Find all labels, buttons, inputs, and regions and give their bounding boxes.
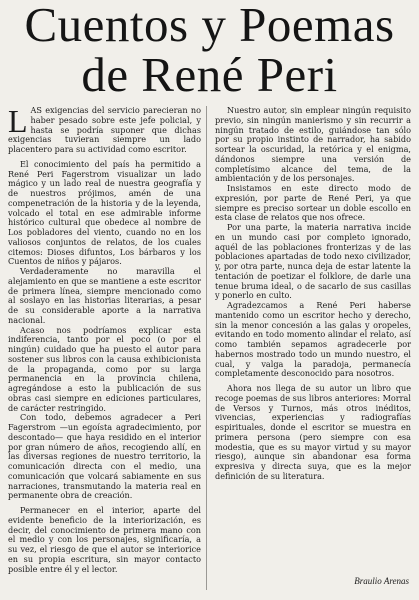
title-line-2: de René Peri [81, 47, 338, 102]
paragraph-5: Con todo, debemos agradecer a Peri Fagerstrom —un egoísta agradecimiento, por descontado— que haya residido en el interior por gran número de años, recogiendo allí, en las diversas regiones de nuestro territorio, la comunicación directa con el medio, una comunicación que volcará sabiamente en sus narraciones, transmutando la materia real en permanente obra de creación. [8, 412, 201, 501]
paragraph-6: Permanecer en el interior, aparte del evidente beneficio de la interiorización, es decir, del conocimiento de primera mano con el medio y con los personajes, significaría, a su vez, el riesgo de que el autor se interiorice en su propia escritura, sin mayor contacto posible entre él y el lector. [8, 505, 201, 574]
paragraph-10: Agradezcamos a René Peri haberse mantenido como un escritor hecho y derecho, sin la menor concesión a las galas y oropeles, evitando en todo momento alindar el relato, así como también sepamos agradecerle por habernos mostrado todo un mundo nuestro, el cual, y valga la paradoja, permanecía completamente desconocido para nosotros. [215, 300, 411, 379]
column-divider [206, 106, 207, 590]
paragraph-2: El conocimiento del país ha permitido a René Peri Fagerstrom visualizar un lado mágico y un lado real de nuestra geografía y de nuestros prójimos, amén de una compenetración de la historia y de la leyenda, volcado el total en ese admirable informe histórico cultural que obedece al nombre de Los pobladores del viento, cuando no en los valiosos conjuntos de relatos, de los cuales citemos: Dioses difuntos, Los bárbaros y los Cuentos de niños y pájaros. [8, 158, 201, 267]
drop-cap: L [8, 103, 28, 139]
paragraph-9: Por una parte, la materia narrativa incide en un mundo casi por completo ignorado, aquél de las poblaciones fronterizas y de las poblaciones apartadas de todo nexo civilizador, y, por otra parte, nunca deja de estar latente la tentación de poetizar el folklore, de darle una tenue bruma ideal, o de sacarlo de sus casillas y ponerlo en culto. [215, 222, 411, 301]
paragraph-3: Verdaderamente no maravilla el alejamiento en que se mantiene a este escritor de primera línea, siempre mencionado como al soslayo en las historias literarias, a pesar de su considerable aporte a la narrativa nacional. [8, 266, 201, 325]
title-line-1: Cuentos y Poemas [24, 0, 395, 52]
paragraph-4: Acaso nos podríamos explicar esta indiferencia, tanto por el poco (o por el ningún) cuidado que ha puesto el autor para sostener sus libros con la causa exhibicionista de la propaganda, como por su larga permanencia en la provincia chilena, agregándose a esto la publicación de sus obras casi siempre en ediciones particulares, de carácter restringido. [8, 324, 201, 413]
article-column-left [8, 103, 201, 574]
author-signature: Braulio Arenas [354, 576, 409, 586]
paragraph-8: Insistamos en este directo modo de expresión, por parte de René Peri, ya que siempre es preciso sortear un doble escollo en esta clase de relatos que nos ofrece. [215, 183, 411, 223]
paragraph-7: Nuestro autor, sin emplear ningún requisito previo, sin ningún manierismo y sin recurrir a ningún tratado de estilo, guiándose tan sólo por su propio instinto de narrador, ha sabido sortear la oscuridad, la retórica y el enigma, dándonos siempre una versión de completísimo alcance del tema, de la ambientación y de los personajes. [215, 105, 411, 184]
paragraph-1: LAS exigencias del servicio parecieran no haber pesado sobre este jefe policial, y hasta se podría suponer que dichas exigencias tuvieran siempre un lado placentero para su actividad como escritor. [8, 103, 201, 154]
paragraph-11: Ahora nos llega de su autor un libro que recoge poemas de sus libros anteriores: Morral de Versos y Turnos, más otros inéditos, vivencias, experiencias y radiografías espirituales, donde el escritor se muestra en primera persona (pero siempre con esa modestia, que es su mayor virtud y su mayor riesgo), aunque sin abandonar esa forma expresiva y directa suya, que es la mejor definición de su literatura. [215, 383, 411, 481]
article-column-right [215, 106, 411, 482]
article-title [0, 0, 419, 100]
